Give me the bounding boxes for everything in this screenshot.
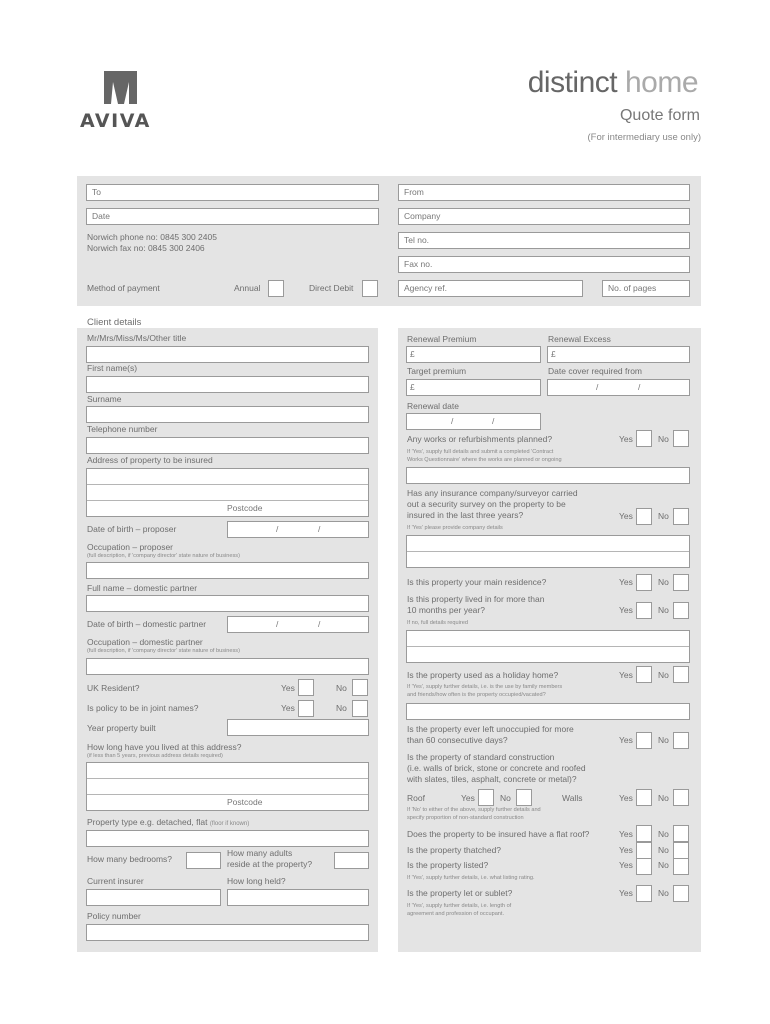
how-long-note: (if less than 5 years, previous address details required)	[87, 753, 223, 759]
survey-label-line3: insured in the last three years?	[407, 510, 524, 520]
works-yes-label: Yes	[619, 434, 633, 444]
adults-label-line1: How many adults	[227, 848, 293, 858]
survey-label-line2: out a security survey on the property to be	[407, 499, 566, 509]
lived-in-no-label: No	[658, 605, 669, 615]
partner-occupation-label: Occupation – domestic partner	[87, 637, 203, 647]
target-premium-field[interactable]	[406, 379, 541, 396]
tel-field[interactable]	[398, 232, 690, 249]
date-label: Date	[92, 211, 110, 221]
survey-no-checkbox[interactable]	[673, 508, 689, 525]
flat-roof-no-checkbox[interactable]	[673, 825, 689, 842]
year-built-field[interactable]	[227, 719, 369, 736]
norwich-phone: Norwich phone no: 0845 300 2405	[87, 232, 217, 242]
joint-yes-label: Yes	[281, 703, 295, 713]
dob-proposer-slash-2: /	[318, 524, 321, 534]
telephone-label: Telephone number	[87, 424, 158, 434]
survey-yes-label: Yes	[619, 511, 633, 521]
walls-no-checkbox[interactable]	[673, 789, 689, 806]
renewal-date-slash-1: /	[451, 416, 454, 426]
dob-proposer-label: Date of birth – proposer	[87, 524, 177, 534]
pages-label: No. of pages	[608, 283, 657, 293]
holiday-note-line2: and friends/how often is the property occupied/vacated?	[407, 692, 546, 698]
surname-label: Surname	[87, 394, 122, 404]
let-no-label: No	[658, 888, 669, 898]
payment-method-label: Method of payment	[87, 283, 160, 293]
unoccupied-label-line2: than 60 consecutive days?	[407, 735, 508, 745]
renewal-date-field[interactable]	[406, 413, 541, 430]
dob-partner-slash-2: /	[318, 619, 321, 629]
unoccupied-label-line1: Is the property ever left unoccupied for more	[407, 724, 574, 734]
let-label: Is the property let or sublet?	[407, 888, 513, 898]
joint-yes-checkbox[interactable]	[298, 700, 314, 717]
main-residence-yes-checkbox[interactable]	[636, 574, 652, 591]
walls-yes-checkbox[interactable]	[636, 789, 652, 806]
company-field[interactable]	[398, 208, 690, 225]
construction-note-line2: specify proportion of non-standard construction	[407, 815, 524, 821]
occupation-field[interactable]	[86, 562, 369, 579]
address-label: Address of property to be insured	[87, 455, 213, 465]
listed-note: If 'Yes', supply further details, i.e. what listing rating.	[407, 875, 535, 881]
renewal-excess-field[interactable]	[547, 346, 690, 363]
uk-resident-yes-label: Yes	[281, 683, 295, 693]
lived-in-yes-checkbox[interactable]	[636, 602, 652, 619]
first-name-label: First name(s)	[87, 363, 138, 373]
bedrooms-label: How many bedrooms?	[87, 854, 173, 864]
previous-postcode-label: Postcode	[227, 797, 263, 807]
property-type-field[interactable]	[86, 830, 369, 847]
unoccupied-no-label: No	[658, 735, 669, 745]
renewal-date-slash-2: /	[492, 416, 495, 426]
cover-from-slash-2: /	[638, 382, 641, 392]
survey-yes-checkbox[interactable]	[636, 508, 652, 525]
property-type-note: (floor if known)	[209, 821, 250, 827]
agency-ref-label: Agency ref.	[404, 283, 447, 293]
uk-resident-no-checkbox[interactable]	[352, 679, 368, 696]
property-type-text: Property type e.g. detached, flat	[87, 817, 208, 827]
standard-construction-line1: Is the property of standard construction	[407, 752, 555, 762]
holiday-yes-checkbox[interactable]	[636, 666, 652, 683]
listed-yes-checkbox[interactable]	[636, 858, 652, 875]
product-title-part1: distinct	[527, 66, 618, 99]
uk-resident-yes-checkbox[interactable]	[298, 679, 314, 696]
lived-in-label-line2: 10 months per year?	[407, 605, 485, 615]
to-field[interactable]	[86, 184, 379, 201]
walls-label: Walls	[562, 793, 583, 803]
listed-yes-label: Yes	[619, 860, 633, 870]
uk-resident-no-label: No	[336, 683, 347, 693]
walls-yes-label: Yes	[619, 793, 633, 803]
aviva-wordmark: AVIVA	[80, 110, 151, 132]
cover-from-field[interactable]	[547, 379, 690, 396]
date-field[interactable]	[86, 208, 379, 225]
telephone-field[interactable]	[86, 437, 369, 454]
listed-label: Is the property listed?	[407, 860, 489, 870]
current-insurer-field[interactable]	[86, 889, 221, 906]
unoccupied-no-checkbox[interactable]	[673, 732, 689, 749]
survey-no-label: No	[658, 511, 669, 521]
fax-field[interactable]	[398, 256, 690, 273]
main-residence-label: Is this property your main residence?	[407, 577, 547, 587]
uk-resident-label: UK Resident?	[87, 683, 140, 693]
annual-checkbox[interactable]	[268, 280, 284, 297]
how-long-held-field[interactable]	[227, 889, 369, 906]
works-label: Any works or refurbishments planned?	[407, 434, 553, 444]
let-yes-checkbox[interactable]	[636, 885, 652, 902]
partner-name-field[interactable]	[86, 595, 369, 612]
thatched-yes-checkbox[interactable]	[636, 842, 652, 859]
dob-partner-field[interactable]	[227, 616, 369, 633]
cover-from-slash-1: /	[596, 382, 599, 392]
year-built-label: Year property built	[87, 723, 156, 733]
postcode-label: Postcode	[227, 503, 263, 513]
product-title-part2: home	[624, 66, 698, 99]
roof-yes-checkbox[interactable]	[478, 789, 494, 806]
bedrooms-field[interactable]	[186, 852, 221, 869]
lived-in-note: If no, full details required	[407, 620, 468, 626]
holiday-note-line1: If 'Yes', supply further details, i.e. is the use by family members	[407, 684, 563, 690]
joint-no-checkbox[interactable]	[352, 700, 368, 717]
to-label: To	[92, 187, 101, 197]
client-details-heading: Client details	[87, 317, 142, 328]
renewal-date-label: Renewal date	[407, 401, 459, 411]
flat-roof-yes-label: Yes	[619, 829, 633, 839]
flat-roof-yes-checkbox[interactable]	[636, 825, 652, 842]
renewal-excess-label: Renewal Excess	[548, 334, 611, 344]
surname-field[interactable]	[86, 406, 369, 423]
lived-in-yes-label: Yes	[619, 605, 633, 615]
partner-occupation-field[interactable]	[86, 658, 369, 675]
occupation-note: (full description, if 'company director' state nature of business)	[87, 553, 240, 559]
main-residence-yes-label: Yes	[619, 577, 633, 587]
target-premium-currency: £	[410, 382, 415, 392]
joint-names-label: Is policy to be in joint names?	[87, 703, 199, 713]
thatched-yes-label: Yes	[619, 845, 633, 855]
lived-in-no-checkbox[interactable]	[673, 602, 689, 619]
how-long-label: How long have you lived at this address?	[87, 742, 242, 752]
renewal-premium-label: Renewal Premium	[407, 334, 477, 344]
lived-in-details-field[interactable]	[406, 630, 690, 663]
partner-occupation-note: (full description, if 'company director' state nature of business)	[87, 648, 240, 654]
direct-debit-checkbox[interactable]	[362, 280, 378, 297]
joint-no-label: No	[336, 703, 347, 713]
holiday-no-label: No	[658, 670, 669, 680]
product-title	[528, 66, 698, 100]
holiday-yes-label: Yes	[619, 670, 633, 680]
holiday-no-checkbox[interactable]	[673, 666, 689, 683]
policy-number-label: Policy number	[87, 911, 141, 921]
survey-label-line1: Has any insurance company/surveyor carried	[407, 488, 578, 498]
renewal-premium-field[interactable]	[406, 346, 541, 363]
survey-note: If 'Yes' please provide company details	[407, 525, 503, 531]
thatched-no-checkbox[interactable]	[673, 842, 689, 859]
works-details-field[interactable]	[406, 467, 690, 484]
thatched-no-label: No	[658, 845, 669, 855]
thatched-label: Is the property thatched?	[407, 845, 502, 855]
fax-label: Fax no.	[404, 259, 433, 269]
title-label: Mr/Mrs/Miss/Ms/Other title	[87, 333, 187, 343]
adults-label-line2: reside at the property?	[227, 859, 313, 869]
holiday-home-label: Is the property used as a holiday home?	[407, 670, 559, 680]
first-name-field[interactable]	[86, 376, 369, 393]
occupation-label: Occupation – proposer	[87, 542, 173, 552]
works-yes-checkbox[interactable]	[636, 430, 652, 447]
main-residence-no-label: No	[658, 577, 669, 587]
flat-roof-label: Does the property to be insured have a flat roof?	[407, 829, 590, 839]
roof-no-label: No	[500, 793, 511, 803]
works-no-label: No	[658, 434, 669, 444]
survey-details-field[interactable]	[406, 535, 690, 568]
direct-debit-label: Direct Debit	[309, 283, 354, 293]
from-label: From	[404, 187, 424, 197]
lived-in-label-line1: Is this property lived in for more than	[407, 594, 545, 604]
partner-name-label: Full name – domestic partner	[87, 583, 198, 593]
current-insurer-label: Current insurer	[87, 876, 144, 886]
works-note-line1: If 'Yes', supply full details and submit a completed 'Contract	[407, 449, 554, 455]
dob-proposer-field[interactable]	[227, 521, 369, 538]
dob-partner-slash-1: /	[276, 619, 279, 629]
renewal-excess-currency: £	[551, 349, 556, 359]
walls-no-label: No	[658, 793, 669, 803]
standard-construction-line3: with slates, tiles, asphalt, concrete or metal)?	[407, 774, 577, 784]
let-note-line1: If 'Yes', supply further details, i.e. length of	[407, 903, 512, 909]
intermediary-note: (For intermediary use only)	[587, 132, 701, 143]
let-no-checkbox[interactable]	[673, 885, 689, 902]
dob-partner-label: Date of birth – domestic partner	[87, 619, 207, 629]
from-field[interactable]	[398, 184, 690, 201]
dob-proposer-slash-1: /	[276, 524, 279, 534]
main-residence-no-checkbox[interactable]	[673, 574, 689, 591]
aviva-logo	[80, 70, 164, 132]
let-yes-label: Yes	[619, 888, 633, 898]
property-type-label	[87, 817, 249, 830]
unoccupied-yes-label: Yes	[619, 735, 633, 745]
works-no-checkbox[interactable]	[673, 430, 689, 447]
aviva-logo-mark-icon	[80, 70, 164, 106]
renewal-premium-currency: £	[410, 349, 415, 359]
norwich-fax: Norwich fax no: 0845 300 2406	[87, 243, 205, 253]
let-note-line2: agreement and profession of occupant.	[407, 911, 505, 917]
how-long-held-label: How long held?	[227, 876, 286, 886]
construction-note-line1: If 'No' to either of the above, supply further details and	[407, 807, 541, 813]
flat-roof-no-label: No	[658, 829, 669, 839]
annual-label: Annual	[234, 283, 261, 293]
company-label: Company	[404, 211, 441, 221]
works-note-line2: Works Questionnaire' where the works are planned or ongoing	[407, 457, 562, 463]
roof-label: Roof	[407, 793, 425, 803]
roof-no-checkbox[interactable]	[516, 789, 532, 806]
adults-field[interactable]	[334, 852, 369, 869]
listed-no-checkbox[interactable]	[673, 858, 689, 875]
policy-number-field[interactable]	[86, 924, 369, 941]
form-subtitle: Quote form	[619, 107, 700, 124]
roof-yes-label: Yes	[461, 793, 475, 803]
tel-label: Tel no.	[404, 235, 430, 245]
standard-construction-line2: (i.e. walls of brick, stone or concrete and roofed	[407, 763, 586, 773]
cover-from-label: Date cover required from	[548, 366, 643, 376]
holiday-details-field[interactable]	[406, 703, 690, 720]
listed-no-label: No	[658, 860, 669, 870]
title-field[interactable]	[86, 346, 369, 363]
target-premium-label: Target premium	[407, 366, 467, 376]
unoccupied-yes-checkbox[interactable]	[636, 732, 652, 749]
